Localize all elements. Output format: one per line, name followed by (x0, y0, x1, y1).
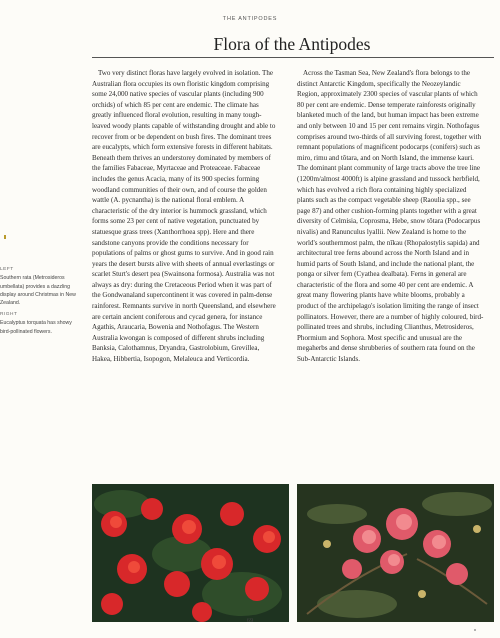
body-text-right: Across the Tasman Sea, New Zealand's flora belongs to the distinct Antarctic Kingdom, specifically the Neozeylandic Region, approximately 2300 species of vascular plants of which 80 per cent are endemic. Dense temperate rainforests originally blanketed much of the land, but human impact has been extreme and only between 10 and 15 per cent remains virgin. Nothofagus comprises around two-thirds of all surviving forest, together with remnant populations of magnificent podocarps (conifers) such as miro, rimu and tōtara, and on North Island, the immense kauri. The dominant plant community of large tracts above the tree line (1200m/almost 4000ft) is alpine grassland and tussock herbfield, which has evolved a rich flora containing highly specialized plants such as the compact vegetable sheep (Raoulia spp., see page 87) and other cushion-forming plants together with a great diversity of Celmisia, Coprosma, Hebe, snow tōtara (Podocarpus nivalis) and Ranunculus lyallii. New Zealand is home to the world's southernmost palm, the nīkau (Rhopalostylis sapida) and architectural tree ferns abound across the North Island and in humid parts of South Island, and include the national plant, the ponga or silver fern (Cyathea dealbata). Ferns in general are characteristic of the flora and some 40 per cent are endemic. A great many flowering plants have white blooms, probably a product of the archipelago's isolation limiting the range of insect pollinators. However, there are a number of highly coloured, bird-pollinated trees and shrubs, including Clianthus, Metrosideros, Phormium and Sophora. Most specific and unusual are the megaherbs and dense shrubberies of southern rata found on the Sub-Antarctic Islands. (297, 69, 484, 364)
body-text-left: Two very distinct floras have largely evolved in isolation. The Australian flora occupies its own floristic kingdom comprising some 24,000 native species of vascular plants (including 900 orchids) of which 85 per cent are endemic. The climate has greatly influenced floral evolution, resulting in many tough-leaved woody plants capable of withstanding drought and able to recover from or be dependent on bush fires. The dominant trees are eucalypts, which form extensive forests in different habitats. Beneath them thrives an understorey dominated by members of the families Fabaceae, Myrtaceae and Proteaceae. Fabaceae includes the genus Acacia, many of its 900 species forming woodland communities of their own, and of course the golden wattle (A. pycnantha) is the national floral emblem. A characteristic of the dry interior is hummock grassland, which forms some 23 per cent of native vegetation, punctuated by statuesque grass trees (Xanthorrhoea spp). Here and there sandstone canyons provide the conditions necessary for populations of palms or ghost gums to survive. And in good rain years the desert bursts alive with sheets of annual everlastings or scarlet Sturt's desert pea (Swainsona formosa). Australia was not always as dry: during the Cretaceous Period when it was part of the Gondwanaland supercontinent it was covered in palm-dense rainforest. Remnants survive in north Queensland, and elsewhere are certain ancient coniferous and cycad genera, for instance Agathis, Araucaria, Bowenia and Nothofagus. The Western Australia kwongan is composed of different shrubs including Banksia, Calothamnus, Dryandra, Gastrolobium, Grevillea, Hakea, Hibbertia, Isopogon, Melaleuca and Verticordia. (92, 69, 276, 364)
eucalyptus-photo (297, 484, 494, 622)
eucalyptus-image (297, 484, 494, 622)
page-title: Flora of the Antipodes (213, 34, 371, 54)
running-head: THE ANTIPODES (222, 16, 278, 22)
caption-right-label: RIGHT (0, 312, 18, 317)
title-rule (92, 57, 494, 58)
caption-right (0, 311, 76, 336)
page-number: 69 (246, 617, 254, 624)
corner-dot (474, 629, 476, 631)
caption-left (0, 266, 76, 307)
margin-mark (4, 235, 6, 239)
caption-right-text: Eucalyptus torquata has showy bird-pollinated flowers. (0, 320, 72, 335)
southern-rata-photo (92, 484, 289, 622)
caption-left-label: LEFT (0, 267, 14, 272)
southern-rata-image (92, 484, 289, 622)
body-column-left (92, 68, 277, 365)
body-column-right (297, 68, 484, 365)
caption-left-text: Southern rata (Metrosideros umbellata) provides a dazzling display around Christmas in New Zealand. (0, 275, 76, 307)
